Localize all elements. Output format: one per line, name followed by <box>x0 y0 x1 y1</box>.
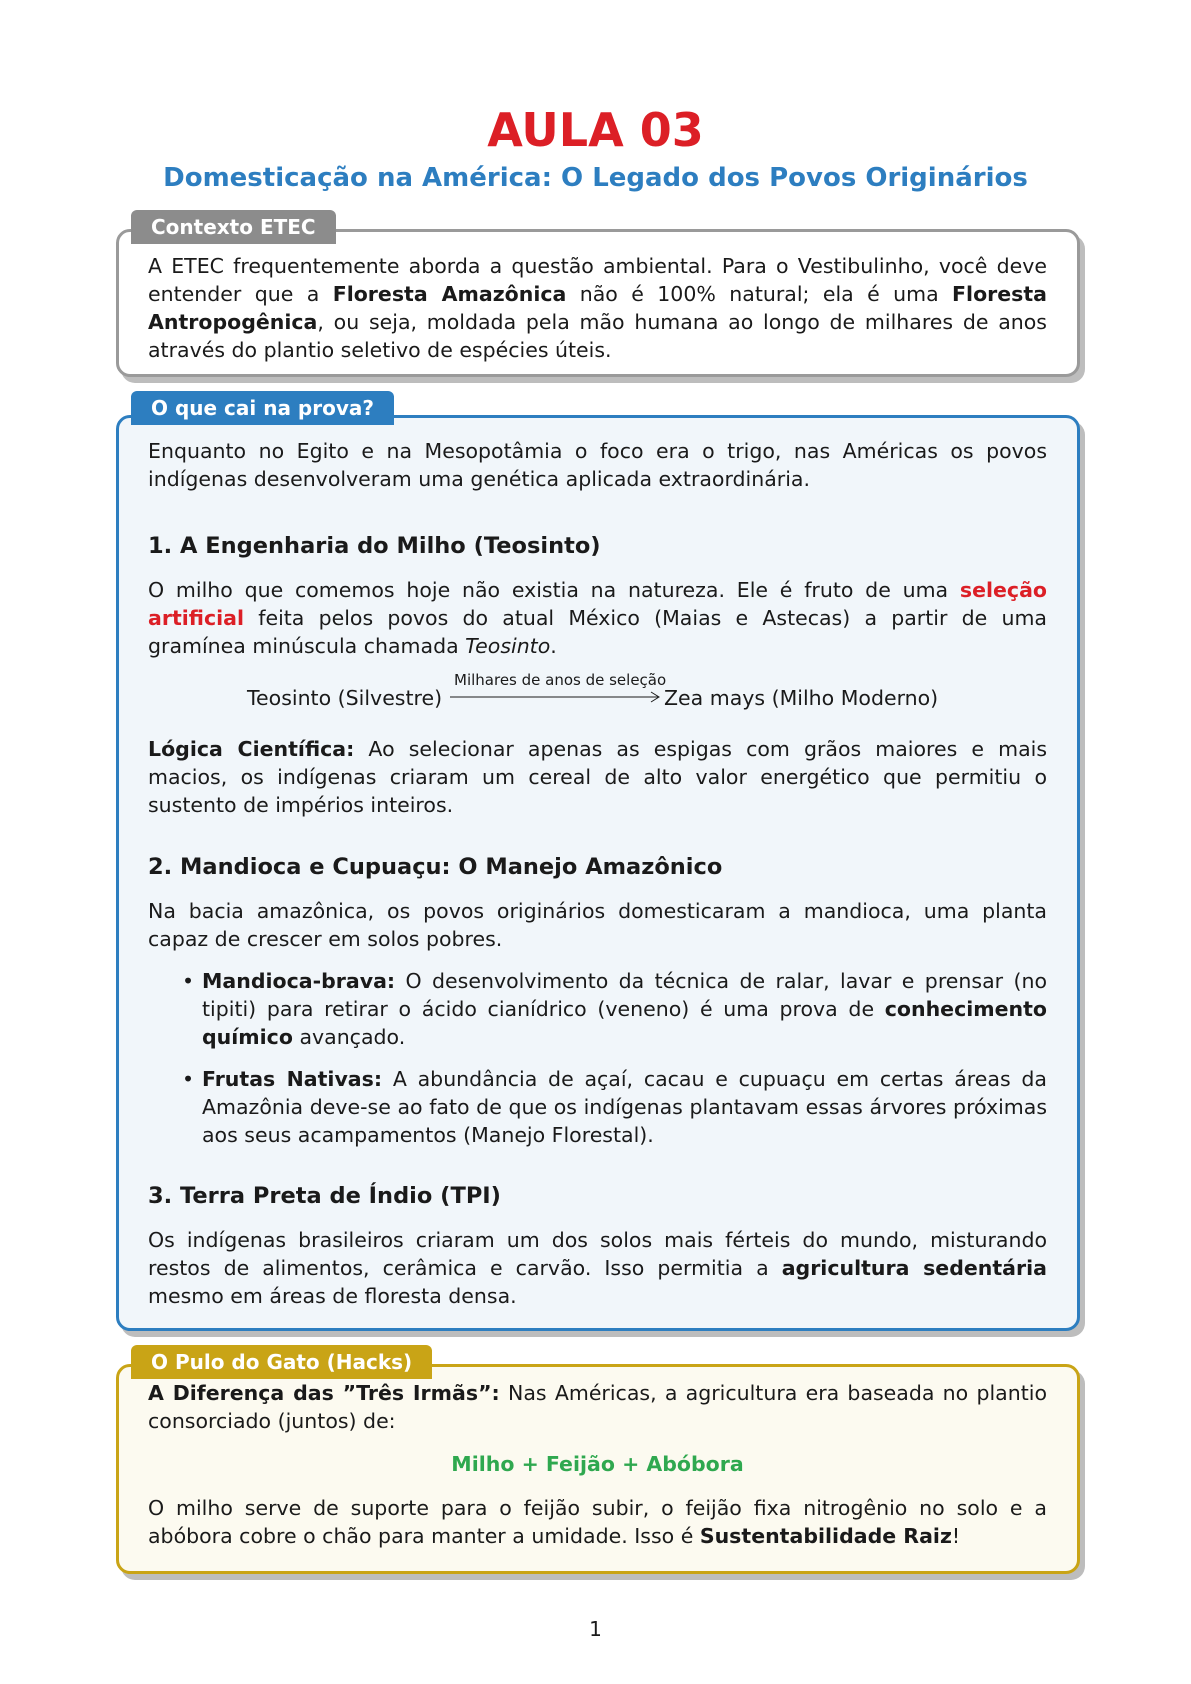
section-1-heading: 1. A Engenharia do Milho (Teosinto) <box>148 533 601 559</box>
prova-intro: Enquanto no Egito e na Mesopotâmia o foco era o trigo, nas Américas os povos indígenas desenvolveram uma genética aplicada extraordinária. <box>148 439 1047 491</box>
b1-text-a: O desenvolvimento da técnica de ralar, lavar e prensar (no tipiti) para retirar o ácido cianídrico (veneno) é uma prova de <box>202 969 1047 1021</box>
page-title: AULA 03 <box>487 103 704 157</box>
bullet-frutas-nativas <box>182 1065 1047 1149</box>
flow-right-label: Zea mays (Milho Moderno) <box>664 686 939 710</box>
section-3-heading: 3. Terra Preta de Índio (TPI) <box>148 1183 501 1209</box>
etec-context-box <box>116 229 1080 377</box>
section-2-bullets <box>148 967 1047 1149</box>
sust-text-a: O milho serve de suporte para o feijão subir, o feijão fixa nitrogênio no solo e a abóbora cobre o chão para manter a umidade. Isso é <box>148 1496 1047 1548</box>
sec1-red-selecao: seleção artificial <box>148 578 1047 630</box>
hacks-box <box>116 1364 1080 1574</box>
logica-bold: Lógica Científica: <box>148 737 355 761</box>
sec1-text-a: O milho que comemos hoje não existia na natureza. Ele é fruto de uma <box>148 578 960 602</box>
prova-box-label: O que cai na prova? <box>131 391 394 425</box>
page-number: 1 <box>589 1617 602 1641</box>
teosinto-flow <box>148 672 1047 712</box>
etec-box-label: Contexto ETEC <box>131 210 336 244</box>
etec-paragraph <box>148 252 1047 364</box>
sec1-italic-teosinto: Teosinto <box>465 634 551 658</box>
sec3-bold-agricultura: agricultura sedentária <box>781 1256 1047 1280</box>
sec1-text-b: feita pelos povos do atual México (Maias e Astecas) a partir de uma gramínea minúscula chamada <box>148 606 1047 658</box>
hacks-box-label: O Pulo do Gato (Hacks) <box>131 1345 432 1379</box>
bullet-dot: • <box>182 1067 195 1091</box>
b1-bold-conhecimento: conhecimento químico <box>202 997 1047 1049</box>
etec-text-a: A ETEC frequentemente aborda a questão ambiental. Para o Vestibulinho, você deve entender que a <box>148 254 1047 306</box>
flow-arrow-label: Milhares de anos de seleção <box>454 671 667 689</box>
page-subtitle: Domesticação na América: O Legado dos Povos Originários <box>163 163 1028 193</box>
sec3-text-a: Os indígenas brasileiros criaram um dos solos mais férteis do mundo, misturando restos de alimentos, cerâmica e carvão. Isso permitia a <box>148 1228 1047 1280</box>
etec-text-d: , ou seja, moldada pela mão humana ao longo de milhares de anos através do plantio seletivo de espécies úteis. <box>148 310 1047 362</box>
prova-box <box>116 415 1080 1331</box>
logica-text: Ao selecionar apenas as espigas com grãos maiores e mais macios, os indígenas criaram um cereal de alto valor energético que permitiu o sustento de impérios inteiros. <box>148 737 1048 817</box>
section-1-paragraph <box>148 576 1047 660</box>
b1-text-b: avançado. <box>292 1025 406 1049</box>
tres-irmas-bold: A Diferença das ”Três Irmãs”: <box>148 1381 500 1405</box>
etec-bold-floresta-antropogenica: Floresta Antropogênica <box>148 282 1048 334</box>
sec3-text-b: mesmo em áreas de floresta densa. <box>148 1284 517 1308</box>
b2-text: A abundância de açaí, cacau e cupuaçu em certas áreas da Amazônia deve-se ao fato de que os indígenas plantavam essas árvores próximas aos seus acampamentos (Manejo Florestal). <box>202 1067 1047 1147</box>
logica-cientifica-paragraph <box>148 735 1047 819</box>
sust-text-b: ! <box>951 1524 961 1548</box>
bullet-mandioca-brava <box>182 967 1047 1051</box>
b1-bold: Mandioca-brava: <box>202 969 396 993</box>
bullet-dot: • <box>182 969 195 993</box>
section-2-intro: Na bacia amazônica, os povos originários domesticaram a mandioca, uma planta capaz de crescer em solos pobres. <box>148 899 1047 951</box>
etec-bold-floresta-amazonica: Floresta Amazônica <box>332 282 567 306</box>
b2-bold: Frutas Nativas: <box>202 1067 383 1091</box>
etec-text-c: não é 100% natural; ela é uma <box>566 282 953 306</box>
tres-irmas-formula: Milho + Feijão + Abóbora <box>451 1452 744 1476</box>
sec1-text-c: . <box>550 634 557 658</box>
tres-irmas-paragraph <box>148 1379 1047 1435</box>
sust-bold: Sustentabilidade Raiz <box>699 1524 952 1548</box>
tres-irmas-text: Nas Américas, a agricultura era baseada no plantio consorciado (juntos) de: <box>148 1381 1048 1433</box>
section-2-heading: 2. Mandioca e Cupuaçu: O Manejo Amazônico <box>148 854 723 880</box>
flow-arrow <box>450 690 662 704</box>
flow-left-label: Teosinto (Silvestre) <box>247 686 443 710</box>
sustentabilidade-paragraph <box>148 1494 1047 1550</box>
section-3-paragraph <box>148 1226 1047 1310</box>
